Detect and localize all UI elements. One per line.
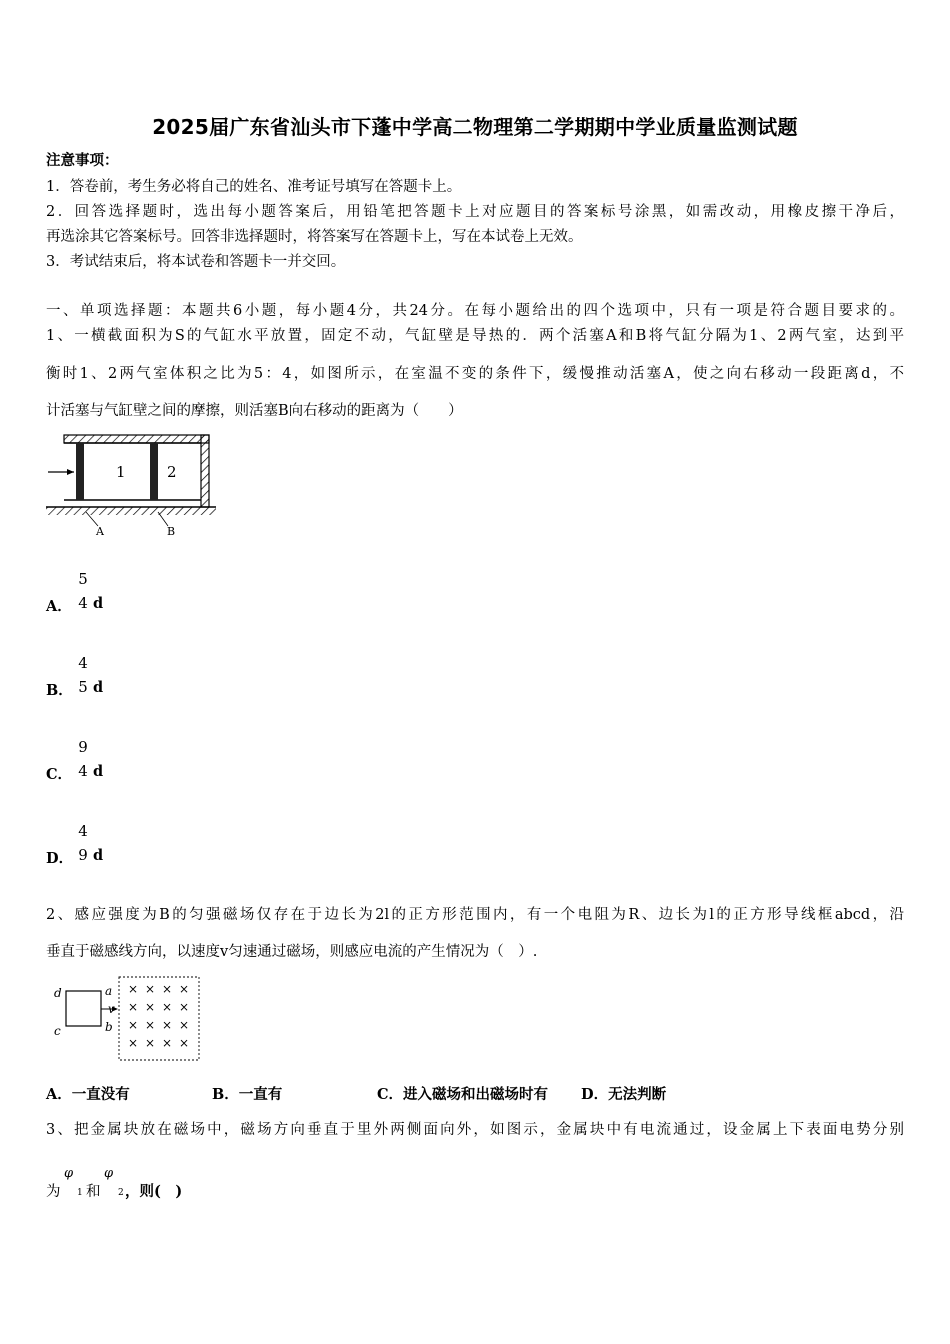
field-cross: ×	[162, 1018, 173, 1032]
field-cross: ×	[128, 1000, 139, 1014]
q1-cylinder-figure	[46, 432, 216, 538]
option-unit: d	[93, 763, 104, 780]
q2-option-d[interactable]: D．无法判断	[581, 1086, 667, 1103]
option-unit: d	[93, 595, 104, 612]
q3-prefix: 为	[46, 1184, 61, 1200]
field-cross: ×	[128, 982, 139, 996]
label-v: v	[108, 1002, 115, 1016]
field-cross: ×	[145, 982, 156, 996]
field-cross: ×	[179, 1018, 190, 1032]
cylinder-right-wall	[201, 435, 209, 507]
field-cross: ×	[128, 1036, 139, 1050]
phi-symbol-2: φ	[104, 1166, 114, 1181]
q1-line-3: 计活塞与气缸壁之间的摩擦，则活塞B向右移动的距离为（ ）	[46, 403, 463, 419]
piston-a-label: A	[96, 525, 104, 538]
wire-loop	[66, 991, 101, 1026]
denominator: 4	[78, 762, 88, 780]
numerator: 9	[78, 738, 88, 756]
label-d: d	[54, 986, 62, 1000]
notice-line-3: 再选涂其它答案标号。回答非选择题时，将答案写在答题卡上，写在本试卷上无效。	[46, 229, 583, 245]
piston-a	[76, 443, 84, 500]
field-cross: ×	[128, 1018, 139, 1032]
phi-symbol-1: φ	[64, 1166, 74, 1181]
field-cross: ×	[145, 1018, 156, 1032]
field-cross: ×	[162, 982, 173, 996]
label-a: a	[105, 984, 113, 998]
field-cross: ×	[162, 1000, 173, 1014]
option-unit: d	[93, 847, 104, 864]
denominator: 9	[78, 846, 88, 864]
page-title: 2025届广东省汕头市下蓬中学高二物理第二学期期中学业质量监测试题	[152, 115, 798, 139]
option-unit: d	[93, 679, 104, 696]
field-cross: ×	[179, 1000, 190, 1014]
q2-line-2: 垂直于磁感线方向，以速度v匀速通过磁场，则感应电流的产生情况为（ ）.	[46, 944, 538, 960]
ground-hatch	[46, 507, 216, 515]
denominator: 4	[78, 594, 88, 612]
q3-suffix: ，则( )	[125, 1183, 183, 1200]
q2-option-b[interactable]: B．一直有	[212, 1086, 283, 1103]
numerator: 4	[78, 654, 88, 672]
subscript-1: 1	[77, 1188, 83, 1198]
option-letter: D．	[46, 850, 74, 867]
piston-b	[150, 443, 158, 500]
notice-line-4: 3．考试结束后，将本试卷和答题卡一并交回。	[46, 254, 346, 270]
q3-and: 和	[86, 1184, 101, 1200]
label-c: c	[54, 1024, 61, 1038]
field-cross: ×	[145, 1036, 156, 1050]
q2-line-1: 2、感应强度为B的匀强磁场仅存在于边长为2l的正方形范围内，有一个电阻为R、边长为l的正方形导线框abcd，沿	[46, 907, 904, 923]
numerator: 5	[78, 570, 88, 588]
denominator: 5	[78, 678, 88, 696]
label-b: b	[105, 1020, 113, 1034]
subscript-2: 2	[118, 1188, 124, 1198]
cylinder-top-wall	[64, 435, 209, 443]
option-letter: C．	[46, 766, 73, 783]
q2-field-figure	[46, 973, 206, 1063]
q1-line-1: 1、一横截面积为S的气缸水平放置，固定不动，气缸壁是导热的．两个活塞A和B将气缸分隔为1、2两气室，达到平	[46, 328, 904, 344]
field-crosses	[128, 982, 189, 1050]
q3-line-1: 3、把金属块放在磁场中，磁场方向垂直于里外两侧面向外，如图示，金属块中有电流通过，设金属上下表面电势分别	[46, 1122, 904, 1138]
q2-option-a[interactable]: A．一直没有	[46, 1086, 130, 1103]
field-cross: ×	[162, 1036, 173, 1050]
option-letter: B．	[46, 682, 73, 699]
piston-b-label: B	[167, 525, 176, 538]
numerator: 4	[78, 822, 88, 840]
notice-line-2: 2．回答选择题时，选出每小题答案后，用铅笔把答题卡上对应题目的答案标号涂黑，如需改动，用橡皮擦干净后，	[46, 204, 904, 220]
q2-option-c[interactable]: C．进入磁场和出磁场时有	[377, 1086, 549, 1103]
field-cross: ×	[145, 1000, 156, 1014]
section-heading: 一、单项选择题：本题共6小题，每小题4分，共24分。在每小题给出的四个选项中，只有一项是符合题目要求的。	[46, 303, 904, 319]
option-letter: A．	[46, 598, 72, 615]
q1-line-2: 衡时1、2两气室体积之比为5：4，如图所示，在室温不变的条件下，缓慢推动活塞A，使之向右移动一段距离d，不	[46, 366, 904, 382]
chamber-2-label: 2	[167, 463, 177, 481]
field-cross: ×	[179, 982, 190, 996]
field-cross: ×	[179, 1036, 190, 1050]
notice-heading: 注意事项：	[46, 152, 119, 169]
notice-line-1: 1．答卷前，考生务必将自己的姓名、准考证号填写在答题卡上。	[46, 179, 462, 195]
chamber-1-label: 1	[116, 463, 126, 481]
